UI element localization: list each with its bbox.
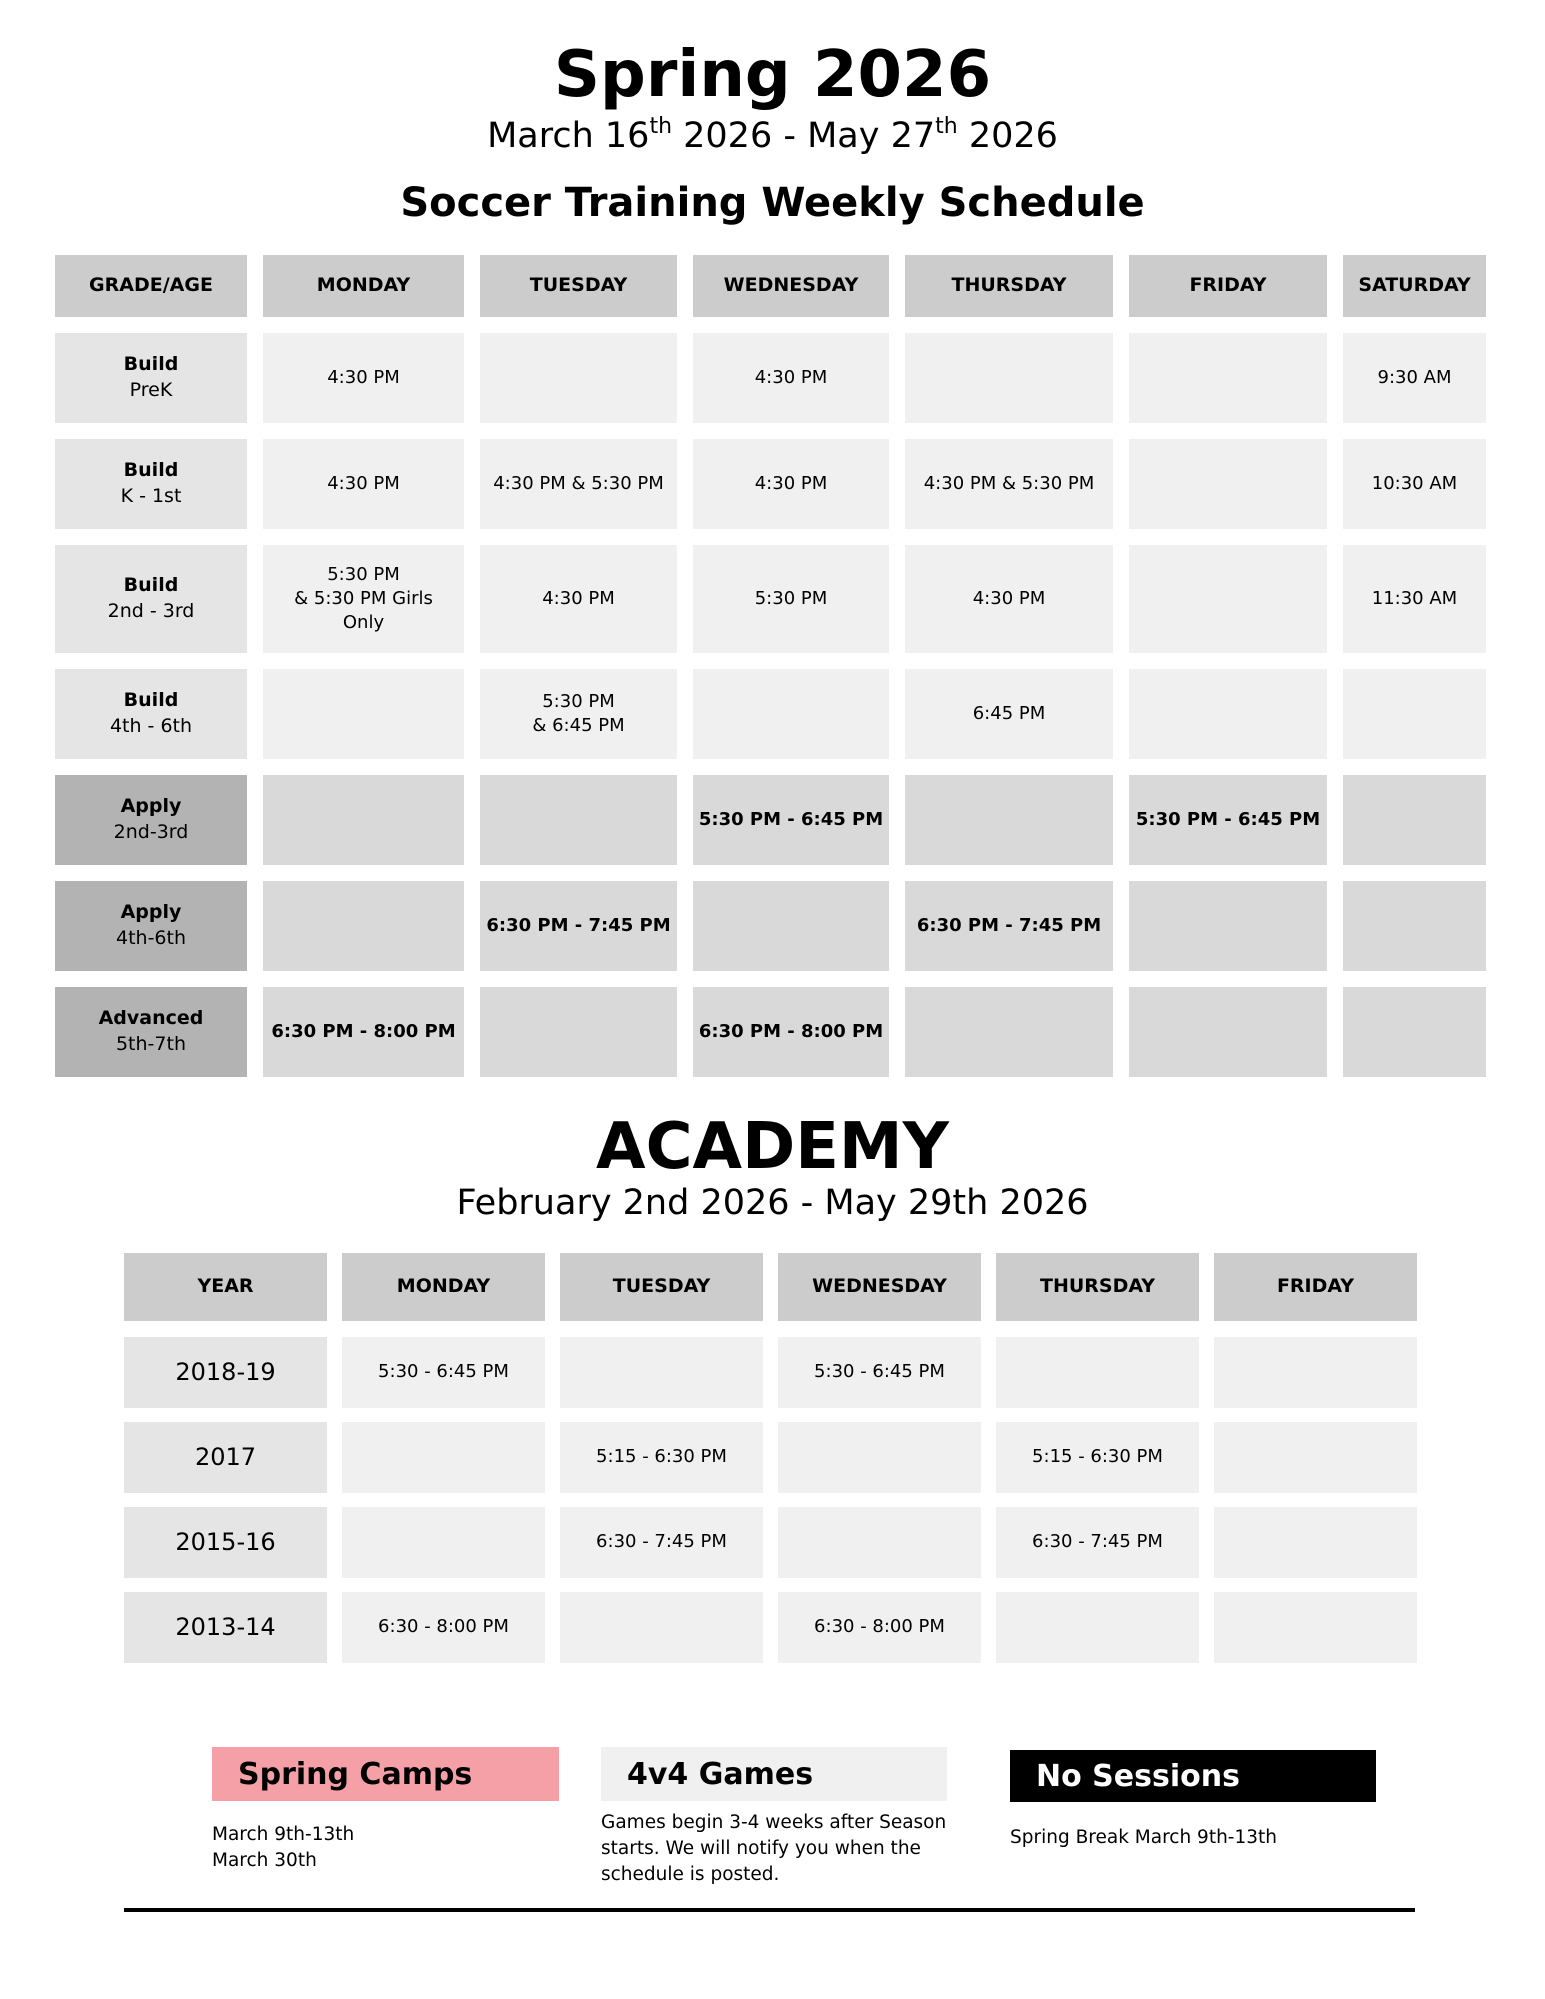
schedule-cell: 5:30 PM	[693, 545, 889, 653]
academy-year-label: 2013-14	[124, 1592, 327, 1663]
academy-cell: 6:30 - 7:45 PM	[560, 1507, 763, 1578]
schedule-cell	[905, 333, 1113, 423]
grade-label	[55, 545, 247, 653]
schedule-cell: 6:45 PM	[905, 669, 1113, 759]
academy-cell: 6:30 - 7:45 PM	[996, 1507, 1199, 1578]
grade-range: 2nd - 3rd	[107, 600, 195, 622]
academy-cell: 5:30 - 6:45 PM	[778, 1337, 981, 1408]
schedule-cell: 5:30 PM & 5:30 PM Girls Only	[263, 545, 464, 653]
schedule-cell	[1129, 333, 1327, 423]
schedule-cell: 6:30 PM - 8:00 PM	[263, 987, 464, 1077]
schedule-cell: 5:30 PM - 6:45 PM	[693, 775, 889, 865]
schedule-cell	[905, 775, 1113, 865]
schedule-cell	[480, 333, 677, 423]
academy-column-header: YEAR	[124, 1253, 327, 1321]
grade-range: 4th - 6th	[109, 715, 193, 737]
schedule-cell: 4:30 PM & 5:30 PM	[480, 439, 677, 529]
schedule-cell	[693, 881, 889, 971]
academy-cell	[560, 1337, 763, 1408]
page-title: Spring 2026	[553, 38, 992, 112]
no-sessions-dates: Spring Break March 9th-13th	[1010, 1827, 1278, 1848]
schedule-cell: 4:30 PM	[693, 333, 889, 423]
schedule-cell: 4:30 PM	[480, 545, 677, 653]
schedule-cell	[905, 987, 1113, 1077]
column-header: GRADE/AGE	[55, 255, 247, 317]
schedule-cell	[1343, 669, 1486, 759]
column-header: TUESDAY	[480, 255, 677, 317]
season-middle: 2026 - May 27	[672, 116, 936, 156]
academy-year-label: 2018-19	[124, 1337, 327, 1408]
grade-label	[55, 669, 247, 759]
season-start: March 16	[487, 116, 650, 156]
schedule-cell: 4:30 PM	[263, 439, 464, 529]
academy-cell	[996, 1337, 1199, 1408]
schedule-cell	[263, 881, 464, 971]
program-name: Apply	[120, 901, 182, 924]
column-header: WEDNESDAY	[693, 255, 889, 317]
games-title: 4v4 Games	[627, 1756, 814, 1792]
academy-cell	[778, 1507, 981, 1578]
games-badge	[601, 1747, 947, 1801]
schedule-cell	[1343, 775, 1486, 865]
season-dates	[0, 116, 1545, 156]
season-end: 2026	[957, 116, 1058, 156]
grade-label	[55, 881, 247, 971]
schedule-subtitle: Soccer Training Weekly Schedule	[400, 180, 1145, 226]
program-name: Build	[123, 459, 179, 482]
schedule-cell	[480, 775, 677, 865]
grade-range: 2nd-3rd	[113, 821, 189, 843]
schedule-cell: 10:30 AM	[1343, 439, 1486, 529]
schedule-cell	[1129, 545, 1327, 653]
academy-column-header: THURSDAY	[996, 1253, 1199, 1321]
season-start-suffix: th	[649, 114, 673, 139]
no-sessions-badge	[1010, 1750, 1376, 1802]
schedule-cell: 4:30 PM	[905, 545, 1113, 653]
spring-camps-badge	[212, 1747, 559, 1801]
academy-cell	[778, 1422, 981, 1493]
spring-camps-title: Spring Camps	[238, 1756, 473, 1792]
academy-cell	[1214, 1507, 1417, 1578]
academy-cell: 5:15 - 6:30 PM	[560, 1422, 763, 1493]
academy-title: ACADEMY	[596, 1110, 949, 1184]
schedule-cell	[263, 669, 464, 759]
schedule-cell	[480, 987, 677, 1077]
program-name: Build	[123, 689, 179, 712]
schedule-cell: 6:30 PM - 7:45 PM	[480, 881, 677, 971]
schedule-cell: 5:30 PM - 6:45 PM	[1129, 775, 1327, 865]
schedule-cell: 4:30 PM & 5:30 PM	[905, 439, 1113, 529]
grade-label	[55, 333, 247, 423]
academy-cell: 5:15 - 6:30 PM	[996, 1422, 1199, 1493]
column-header: SATURDAY	[1343, 255, 1486, 317]
academy-cell: 5:30 - 6:45 PM	[342, 1337, 545, 1408]
grade-label	[55, 439, 247, 529]
schedule-cell	[1343, 987, 1486, 1077]
program-name: Advanced	[98, 1007, 204, 1030]
academy-cell	[342, 1422, 545, 1493]
grade-label	[55, 987, 247, 1077]
grade-range: K - 1st	[120, 485, 182, 507]
grade-range: 4th-6th	[115, 927, 187, 949]
schedule-cell	[1129, 881, 1327, 971]
schedule-cell	[1343, 881, 1486, 971]
academy-column-header: MONDAY	[342, 1253, 545, 1321]
academy-year-label: 2017	[124, 1422, 327, 1493]
schedule-cell: 4:30 PM	[263, 333, 464, 423]
footer-divider	[124, 1908, 1415, 1912]
grade-range: PreK	[129, 379, 173, 401]
schedule-cell	[1129, 439, 1327, 529]
season-end-suffix: th	[935, 114, 958, 139]
grade-range: 5th-7th	[115, 1033, 186, 1055]
academy-cell	[342, 1507, 545, 1578]
schedule-cell: 9:30 AM	[1343, 333, 1486, 423]
academy-cell: 6:30 - 8:00 PM	[778, 1592, 981, 1663]
column-header: FRIDAY	[1129, 255, 1327, 317]
schedule-cell	[1129, 669, 1327, 759]
no-sessions-title: No Sessions	[1036, 1758, 1240, 1794]
spring-camps-dates: March 9th-13th March 30th	[212, 1824, 355, 1871]
academy-dates: February 2nd 2026 - May 29th 2026	[456, 1183, 1089, 1223]
schedule-cell: 4:30 PM	[693, 439, 889, 529]
schedule-cell: 11:30 AM	[1343, 545, 1486, 653]
academy-cell	[1214, 1592, 1417, 1663]
games-description: Games begin 3-4 weeks after Season starts. We will notify you when the schedule is posted.	[601, 1812, 947, 1885]
program-name: Build	[123, 353, 179, 376]
academy-cell	[996, 1592, 1199, 1663]
program-name: Apply	[120, 795, 182, 818]
academy-year-label: 2015-16	[124, 1507, 327, 1578]
academy-column-header: TUESDAY	[560, 1253, 763, 1321]
academy-cell	[1214, 1337, 1417, 1408]
academy-column-header: FRIDAY	[1214, 1253, 1417, 1321]
program-name: Build	[123, 574, 179, 597]
academy-cell	[1214, 1422, 1417, 1493]
schedule-cell: 5:30 PM & 6:45 PM	[480, 669, 677, 759]
column-header: THURSDAY	[905, 255, 1113, 317]
column-header: MONDAY	[263, 255, 464, 317]
schedule-cell	[693, 669, 889, 759]
schedule-cell: 6:30 PM - 8:00 PM	[693, 987, 889, 1077]
schedule-cell: 6:30 PM - 7:45 PM	[905, 881, 1113, 971]
academy-column-header: WEDNESDAY	[778, 1253, 981, 1321]
grade-label	[55, 775, 247, 865]
academy-cell	[560, 1592, 763, 1663]
schedule-cell	[263, 775, 464, 865]
academy-cell: 6:30 - 8:00 PM	[342, 1592, 545, 1663]
schedule-cell	[1129, 987, 1327, 1077]
